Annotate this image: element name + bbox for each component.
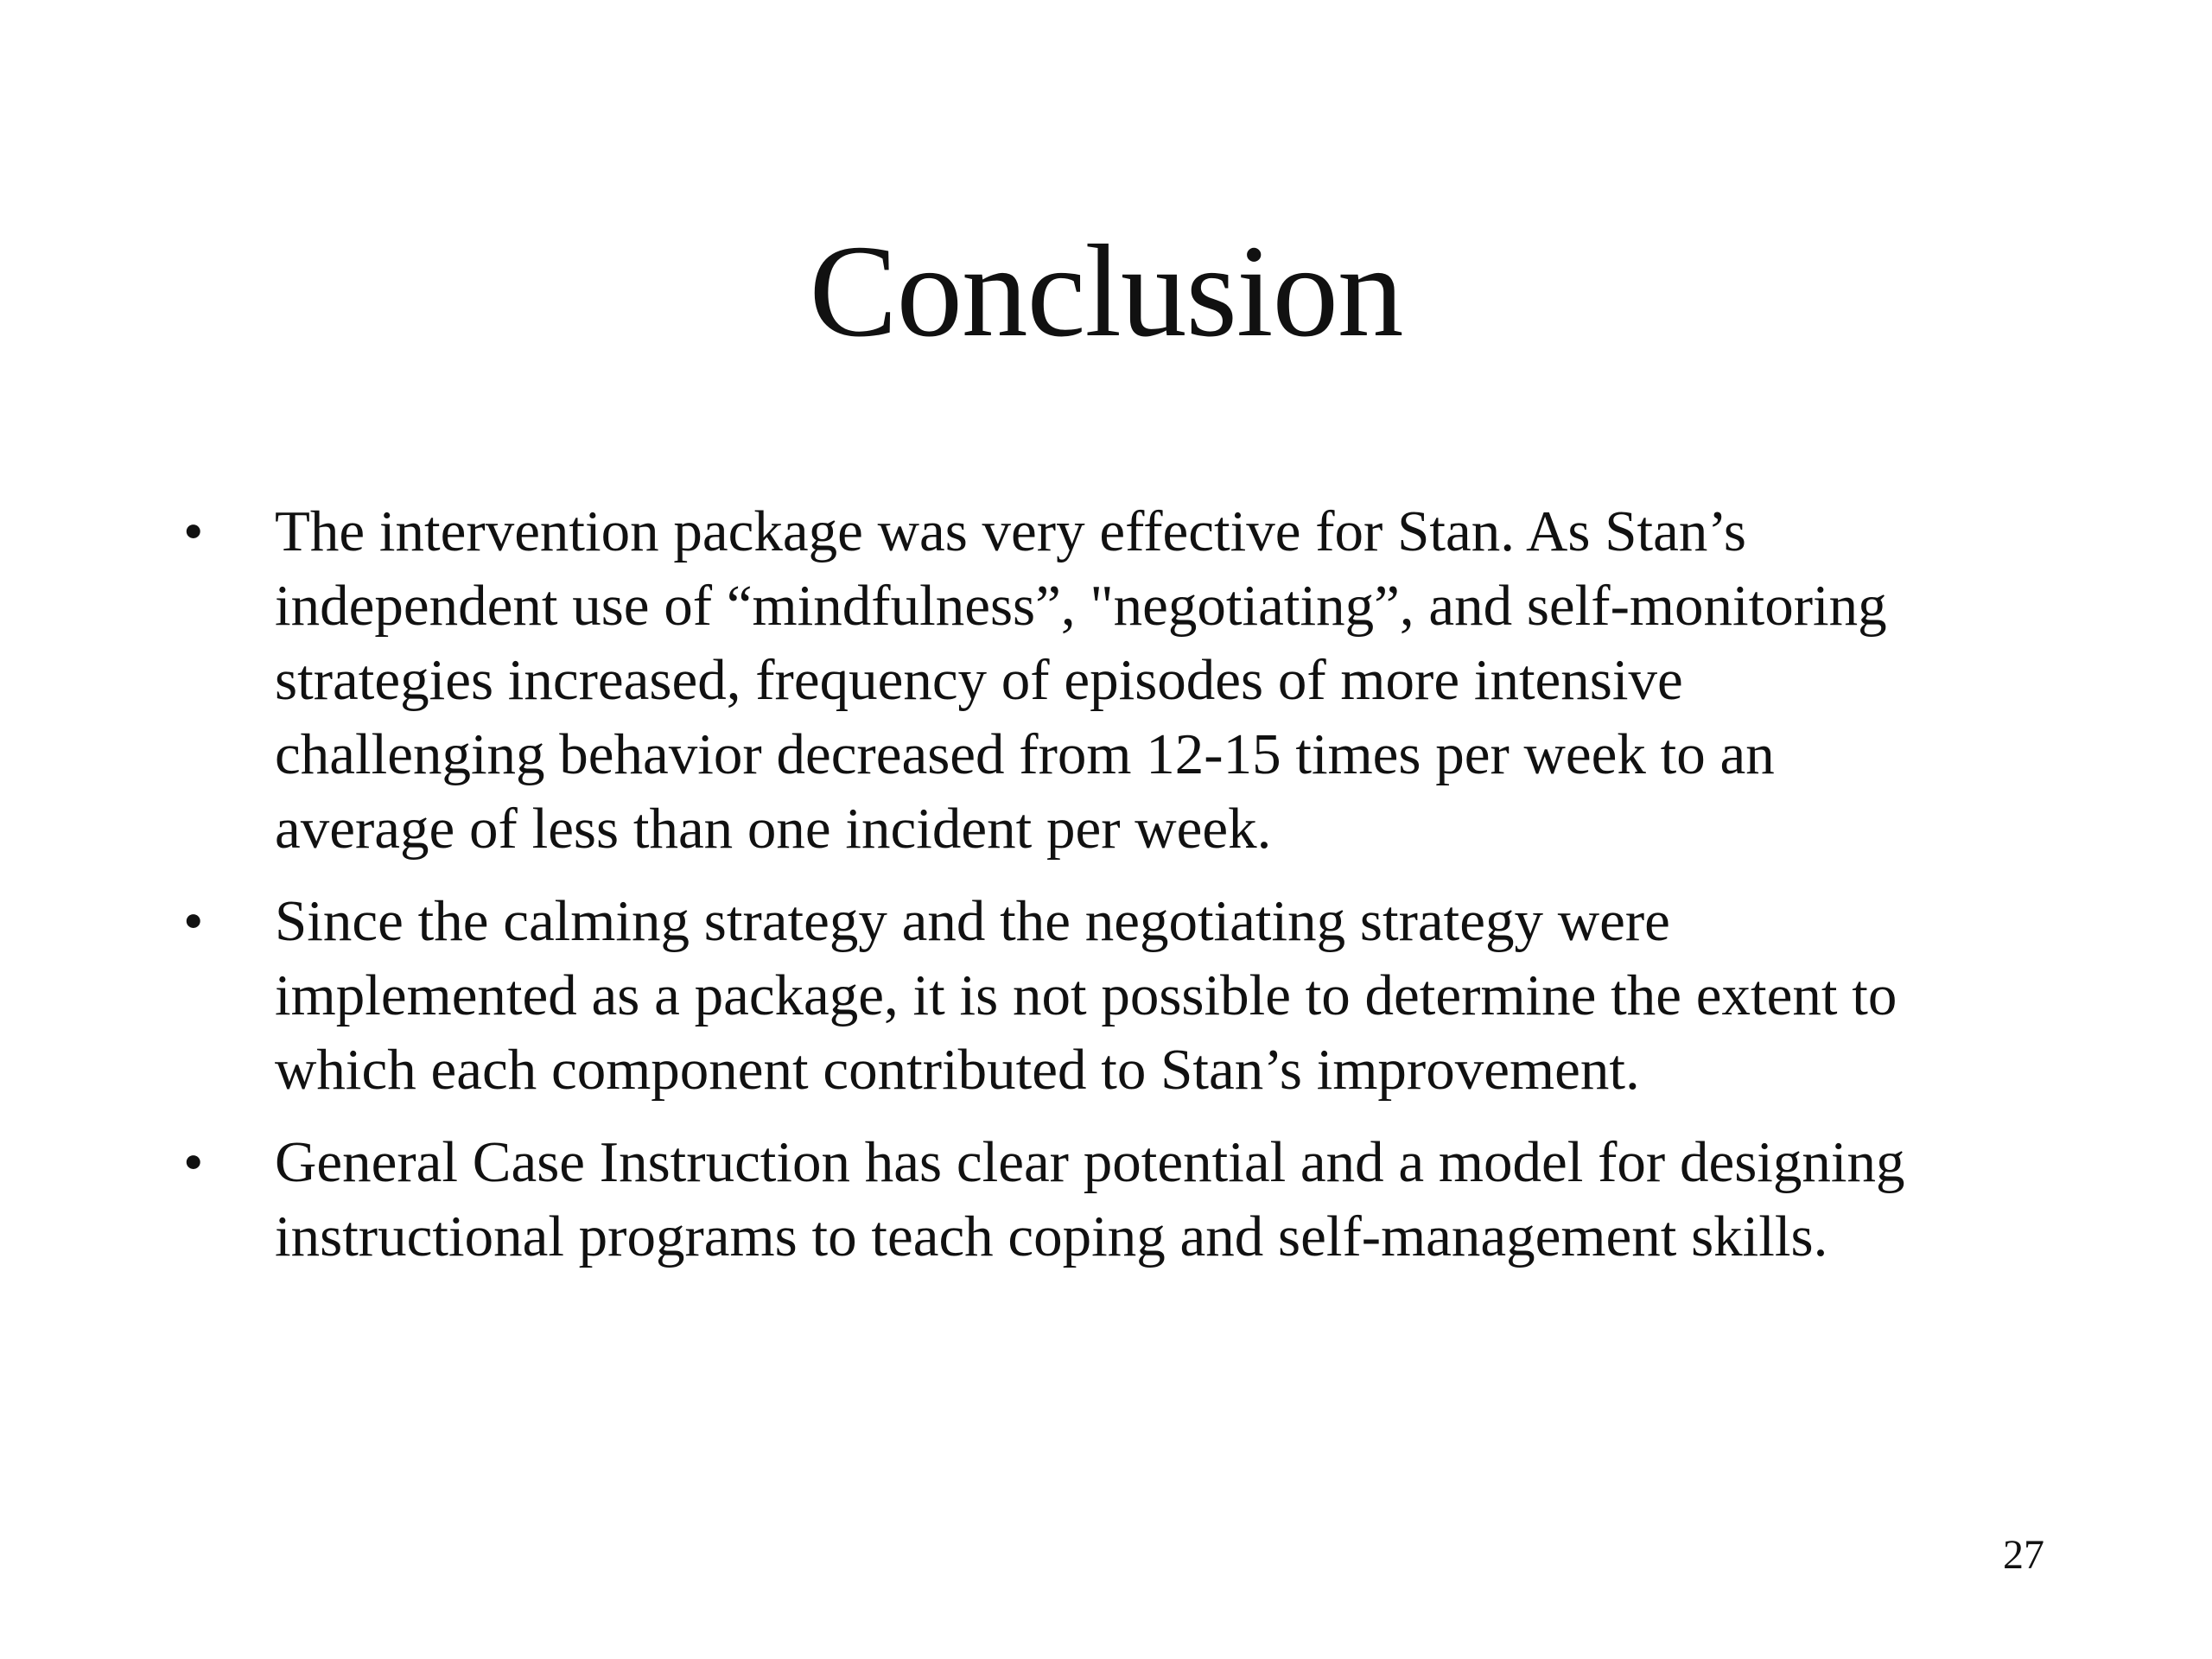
bullet-marker: •	[183, 499, 204, 563]
bullet-item-2	[183, 884, 2084, 1107]
bullet-1-line-2: independent use of “mindfulness”, "negotiating”, and self-monitoring	[275, 574, 1887, 638]
bullet-list	[183, 494, 2084, 1274]
bullet-3-line-2: instructional programs to teach coping and self-management skills.	[275, 1205, 1828, 1268]
bullet-item-3	[183, 1125, 2084, 1274]
bullet-3-line-1: General Case Instruction has clear potential and a model for designing	[275, 1130, 1905, 1194]
page-number: 27	[2003, 1532, 2044, 1578]
bullet-marker: •	[183, 1130, 204, 1194]
bullet-2-line-2: implemented as a package, it is not possible to determine the extent to	[275, 963, 1897, 1027]
bullet-2-line-3: which each component contributed to Stan’s improvement.	[275, 1038, 1640, 1102]
bullet-item-1	[183, 494, 2084, 866]
bullet-1-line-3: strategies increased, frequency of episodes of more intensive	[275, 648, 1683, 712]
bullet-1-line-5: average of less than one incident per week.	[275, 797, 1272, 861]
bullet-2-line-1: Since the calming strategy and the negotiating strategy were	[275, 889, 1670, 953]
bullet-1-line-1: The intervention package was very effective for Stan. As Stan’s	[275, 499, 1747, 563]
bullet-1-line-4: challenging behavior decreased from 12-15 times per week to an	[275, 722, 1775, 786]
slide-title: Conclusion	[809, 219, 1403, 365]
bullet-marker: •	[183, 889, 204, 953]
